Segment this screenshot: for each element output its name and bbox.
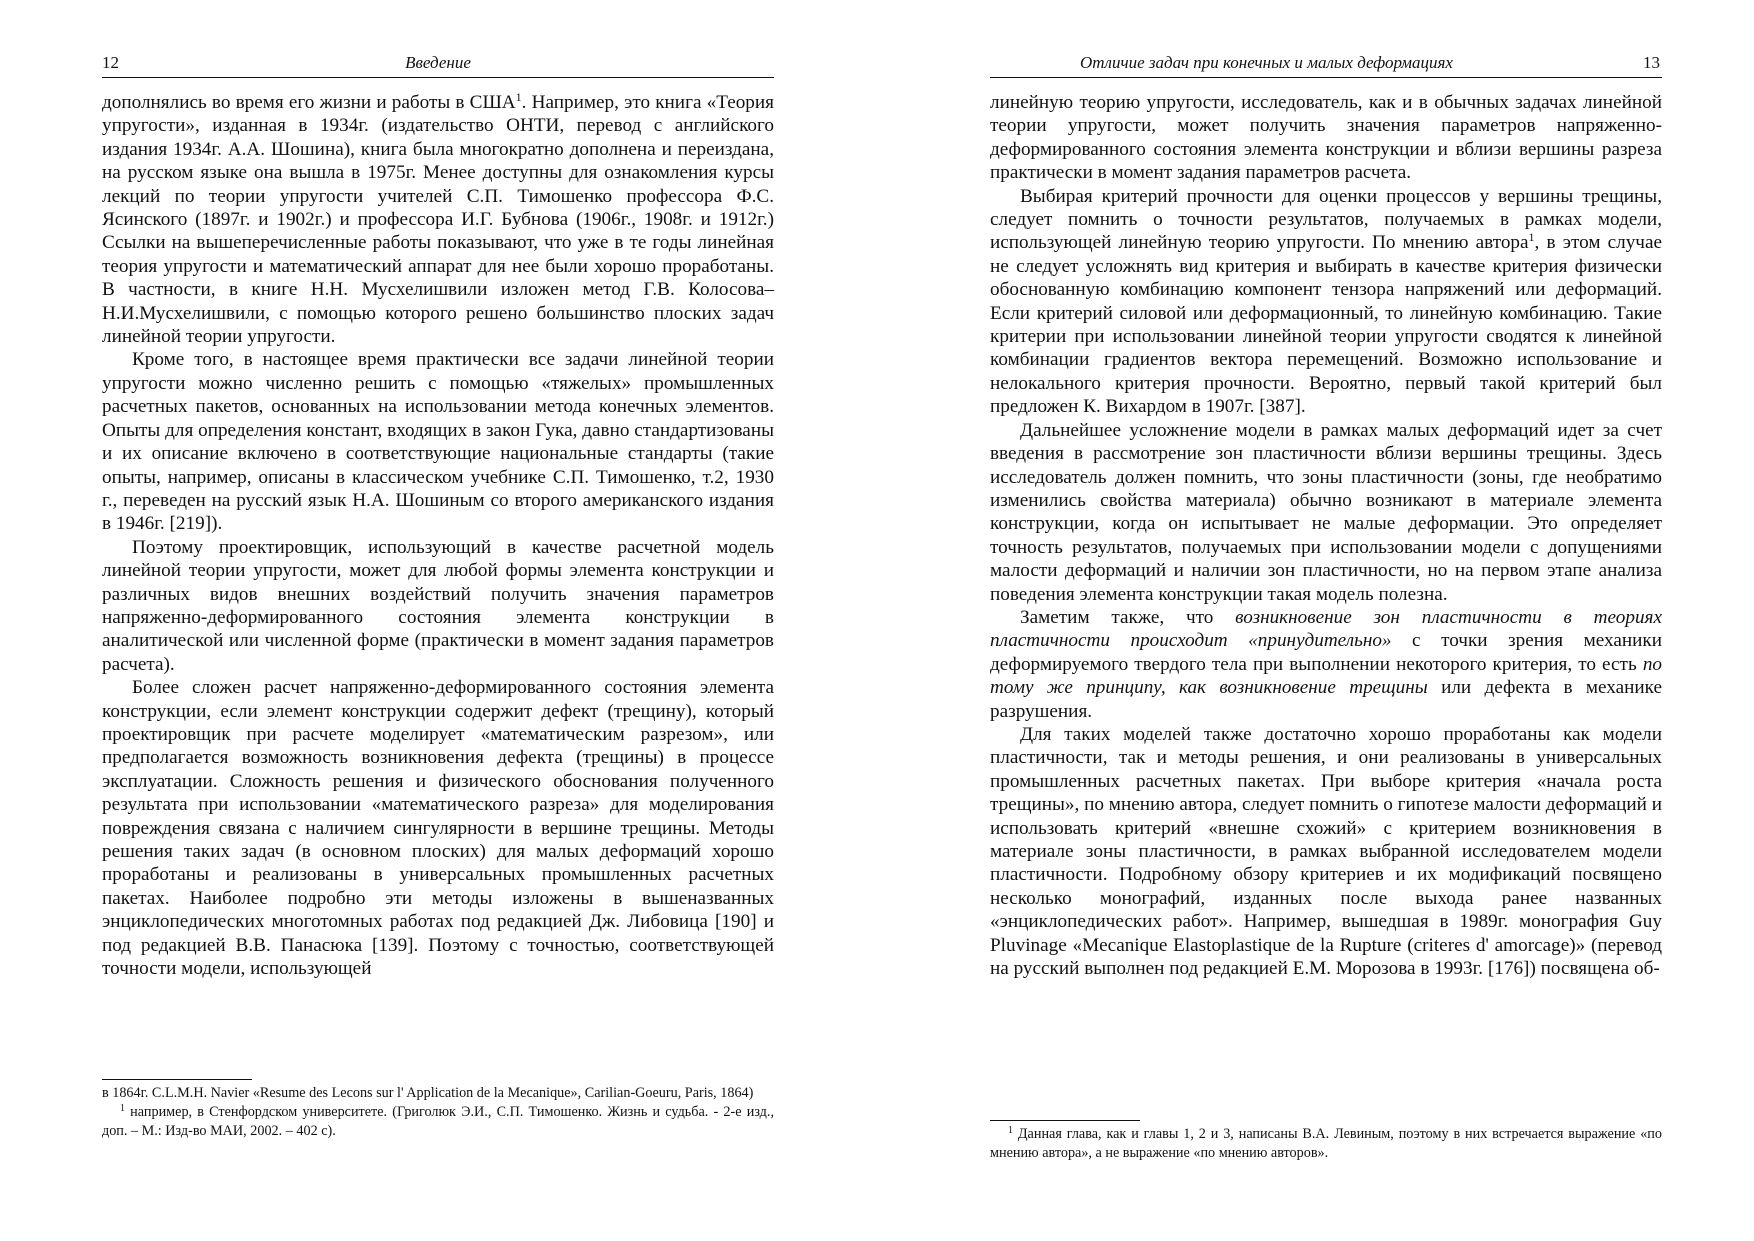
body-text: [990, 91, 1662, 980]
paragraph: Поэтому проектировщик, использующий в качестве расчетной модель линейной теории упругости, может для любой формы элемента конструкции и различных видов внешних воздействий получить значения параметров напряженно-деформированного состояния элемента конструкции в аналитической или численной форме (практически в момент задания параметров расчета).: [102, 536, 774, 675]
paragraph-text: с точки зрения механики деформируемого твердого тела при выполнении некоторого критерия, то есть: [990, 630, 1662, 675]
paragraph: [990, 606, 1662, 723]
page-number: 12: [102, 53, 119, 72]
emphasis-text: по тому же принципу, как возникновение трещины: [990, 653, 1662, 699]
running-head: [102, 50, 774, 78]
footnote: [102, 1103, 774, 1141]
body-text: [102, 91, 774, 980]
footnote-continuation: в 1864г. C.L.M.H. Navier «Resume des Lecons sur l' Application de la Mecanique», Carilian-Goeuru, Paris, 1864): [102, 1085, 754, 1101]
footnote-mark: 1: [120, 1103, 125, 1115]
paragraph-text: Выбирая критерий прочности для оценки процессов у вершины трещины, следует помнить о точности результатов, получаемых в рамках модели, использующей линейную теорию упругости. По мнению автора: [990, 185, 1662, 254]
paragraph: линейную теорию упругости, исследователь, как и в обычных задачах линейной теории упругости, может получить значения параметров напряженно-деформированного состояния элемента конструкции и вблизи вершины разреза практически в момент задания параметров расчета.: [990, 92, 1662, 184]
paragraph-text: Заметим также, что: [1020, 606, 1236, 628]
footnote-mark: 1: [1528, 230, 1535, 245]
footnote-rule: [990, 1120, 1140, 1121]
footnotes: [990, 1120, 1662, 1163]
footnotes: [102, 1079, 774, 1142]
footnote-rule: [102, 1079, 252, 1080]
paragraph: Для таких моделей также достаточно хорошо проработаны как модели пластичности, так и методы решения, и они реализованы в универсальных промышленных расчетных пакетах. При выборе критерия «начала роста трещины», по мнению автора, следует помнить о гипотезе малости деформаций и использовать критерий «внешне схожий» с критерием возникновения в материале зоны пластичности, в рамках выбранной исследователем модели пластичности. Подробному обзору критериев и их модификаций посвящено несколько монографий, изданных после выхода ранее названных «энциклопедических работ». Например, вышедшая в 1989г. монография Guy Pluvinage «Mecanique Elastoplastique de la Rupture (criteres d' amorcage)» (перевод на русский выполнен под редакцией Е.М. Морозова в 1993г. [176]) посвящена об-: [990, 723, 1662, 980]
running-title: Введение: [405, 53, 471, 72]
footnote-mark: 1: [515, 90, 522, 104]
paragraph-text: , в этом случае не следует усложнять вид критерия и выбирать в качестве критерия физически обоснованную комбинацию компонент тензора напряжений или деформаций. Если критерий силовой или деформационный, то линейную комбинацию. Такие критерии при использовании линейной теории упругости сводятся к линейной комбинации градиентов вектора перемещений. Возможно использование и нелокального критерия прочности. Вероятно, первый такой критерий был предложен К. Вихардом в 1907г. [387].: [990, 232, 1662, 418]
paragraph: [990, 185, 1662, 419]
paragraph-text: дополнялись во время его жизни и работы в США: [102, 92, 516, 113]
footnote-mark: 1: [1008, 1125, 1013, 1136]
paragraph-text: . Например, это книга «Теория упругости», изданная в 1934г. (издательство ОНТИ, перевод с английского издания 1934г. А.А. Шошина), книга была многократно дополнена и переиздана, на русском языке она вышла в 1975г. Менее доступны для ознакомления курсы лекций по теории упругости учителей С.П. Тимошенко профессора Ф.С. Ясинского (1897г. и 1902г.) и профессора И.Г. Бубнова (1906г., 1908г. и 1912г.) Ссылки на вышеперечисленные работы показывают, что уже в те годы линейная теория упругости и математический аппарат для нее были хорошо проработаны. В частности, в книге Н.Н. Мусхелишвили изложен метод Г.В. Колосова–Н.И.Мусхелишвили, с помощью которого решено большинство плоских задач линейной теории упругости.: [102, 92, 774, 348]
paragraph: Более сложен расчет напряженно-деформированного состояния элемента конструкции, если элемент конструкции содержит дефект (трещину), который проектировщик при расчете моделирует «математическим разрезом», или предполагается возможность возникновения дефекта (трещины) в процессе эксплуатации. Сложность решения и физического обоснования полученного результата при использовании «математического разреза» для моделирования повреждения связана с наличием сингулярности в вершине трещины. Методы решения таких задач (в основном плоских) для малых деформаций хорошо проработаны и реализованы в универсальных промышленных расчетных пакетах. Наиболее подробно эти методы изложены в вышеназванных энциклопедических многотомных работах под редакцией Дж. Либовица [190] и под редакцией В.В. Панасюка [139]. Поэтому с точностью, соответствующей точности модели, использующей: [102, 677, 774, 980]
running-title: Отличие задач при конечных и малых деформациях: [1080, 53, 1453, 72]
paragraph: [102, 91, 774, 348]
paragraph: Кроме того, в настоящее время практически все задачи линейной теории упругости можно численно решить с помощью «тяжелых» промышленных расчетных пакетов, основанных на использовании метода конечных элементов. Опыты для определения констант, входящих в закон Гука, давно стандартизованы и их описание включено в соответствующие национальные стандарты (такие опыты, например, описаны в классическом учебнике С.П. Тимошенко, т.2, 1930 г., переведен на русский язык Н.А. Шошиным со второго американского издания в 1946г. [219]).: [102, 349, 774, 535]
footnote-text: например, в Стенфордском университете. (Григолюк Э.И., С.П. Тимошенко. Жизнь и судьба. - 2-е изд., доп. – М.: Изд-во МАИ, 2002. – 402 с).: [102, 1104, 774, 1140]
footnote: [990, 1125, 1662, 1163]
left-page: [102, 50, 774, 1140]
emphasis-text: возникновение зон пластичности в теориях пластичности происходит «принудительно»: [990, 606, 1662, 652]
footnote-text: Данная глава, как и главы 1, 2 и 3, написаны В.А. Левиным, поэтому в них встречается выражение «по мнению автора», а не выражение «по мнению авторов».: [990, 1126, 1662, 1162]
page-number: 13: [1643, 53, 1660, 72]
paragraph-text: или дефекта в механике разрушения.: [990, 677, 1663, 722]
right-page: [990, 50, 1663, 1162]
running-head: [990, 50, 1662, 78]
paragraph: Дальнейшее усложнение модели в рамках малых деформаций идет за счет введения в рассмотрение зон пластичности вблизи вершины трещины. Здесь исследователь должен помнить, что зоны пластичности (зоны, где необратимо изменились свойства материала) обычно возникают в материале элемента конструкции, когда он испытывает не малые деформации. Это определяет точность результатов, получаемых при использовании модели с допущениями малости деформаций и наличии зон пластичности, но на первом этапе анализа поведения элемента конструкции такая модель полезна.: [990, 419, 1662, 605]
